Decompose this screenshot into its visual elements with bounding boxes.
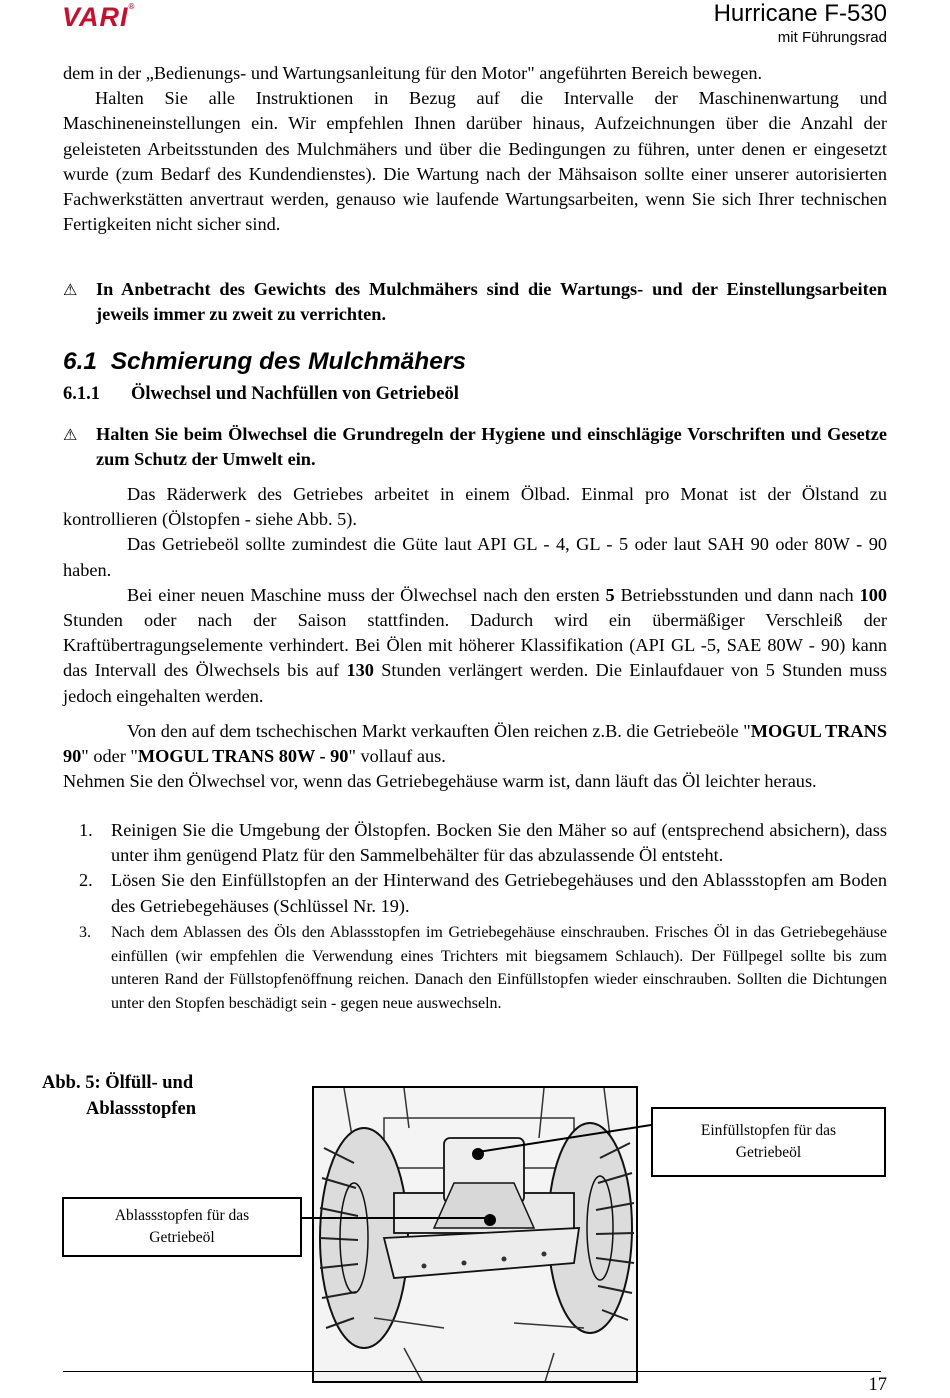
body-paragraph-1: Das Räderwerk des Getriebes arbeitet in einem Ölbad. Einmal pro Monat ist der Ölstand zu kontrollieren (Ölstopfen - siehe Abb. 5). — [63, 484, 887, 530]
footer-rule — [63, 1371, 881, 1372]
mower-photo — [312, 1086, 638, 1383]
document-title: Hurricane F-530 — [713, 0, 887, 27]
section-number: 6.1 — [63, 348, 98, 375]
body-paragraph-3: Bei einer neuen Maschine muss der Ölwechsel nach den ersten 5 Betriebsstunden und dann nach 100 Stunden oder nach der Saison stattfinden. Dadurch wird ein übermäßiger Verschleiß der Kraftübertragungselemente verhindert. Bei Ölen mit höherer Klassifikation (API GL -5, SAE 80W - 90) kann das Intervall des Ölwechsels bis auf 130 Stunden verlängert werden. Die Einlaufdauer von 5 Stunden muss jedoch eingehalten werden. — [63, 584, 887, 706]
intro-paragraph-1: dem in der „Bedienungs- und Wartungsanleitung für den Motor" angeführten Bereich bewegen. — [63, 63, 763, 83]
section-heading — [63, 348, 466, 376]
intro-paragraph-2: Halten Sie alle Instruktionen in Bezug auf die Intervalle der Maschinenwartung und Maschineneinstellungen ein. Wir empfehlen Ihnen darüber hinaus, Aufzeichnungen über die Anzahl der geleisteten Arbeitsstunden des Mulchmähers und über die Bedingungen zu führen, unter denen er eingesetzt wurde (zum Bedarf des Kundendienstes). Die Wartung nach der Mähsaison sollte einer unserer autorisierten Fachwerkstätten anvertraut werden, genauso wie laufende Wartungsarbeiten, wenn Sie sich Ihrer technischen Fertigkeiten nicht sicher sind. — [63, 88, 887, 235]
subsection-number: 6.1.1 — [63, 384, 100, 404]
document-subtitle: mit Führungsrad — [777, 29, 887, 46]
warning-weight — [63, 277, 887, 327]
section-title: Schmierung des Mulchmähers — [110, 348, 467, 375]
warning-weight-text: In Anbetracht des Gewichts des Mulchmähers sind die Wartungs- und der Einstellungsarbeiten jeweils immer zu zweit zu verrichten. — [96, 279, 887, 325]
body-text — [63, 482, 887, 794]
subsection-title: Ölwechsel und Nachfüllen von Getriebeöl — [131, 384, 459, 404]
step-item: 2. Lösen Sie den Einfüllstopfen an der Hinterwand des Getriebegehäuses und den Ablassstopfen am Boden des Getriebegehäuses (Schlüssel Nr. 19). — [79, 870, 887, 916]
step-item: 3. Nach dem Ablassen des Öls den Ablassstopfen im Getriebegehäuse einschrauben. Frisches Öl in das Getriebegehäuse einfüllen (wir empfehlen die Verwendung eines Trichters mit biegsamem Schlauch). Der Füllpegel sollte bis zum unteren Rand der Füllstopfenöffnung reichen. Danach den Einfüllstopfen wieder einschrauben. Sollten die Dichtungen unter den Stopfen beschädigt sein - gegen neue auswechseln. — [79, 923, 887, 1013]
warning-hygiene — [63, 422, 887, 472]
body-paragraph-5: Nehmen Sie den Ölwechsel vor, wenn das Getriebegehäuse warm ist, dann läuft das Öl leichter heraus. — [63, 771, 817, 792]
vari-logo: VARI® — [62, 2, 136, 32]
warning-icon: ⚠ — [63, 282, 78, 299]
body-paragraph-4: Von den auf dem tschechischen Markt verkauften Ölen reichen z.B. die Getriebeöle "MOGUL TRANS 90" oder "MOGUL TRANS 80W - 90" vollauf aus. — [63, 720, 888, 767]
callout-fill-plug: Einfüllstopfen für das Getriebeöl — [651, 1107, 886, 1177]
body-paragraph-2: Das Getriebeöl sollte zumindest die Güte laut API GL - 4, GL - 5 oder laut SAH 90 oder 80W - 90 haben. — [63, 534, 887, 580]
step-item: 1. Reinigen Sie die Umgebung der Ölstopfen. Bocken Sie den Mäher so auf (entsprechend absichern), dass unter ihm genügend Platz für den Sammelbehälter für das abzulassende Öl entsteht. — [79, 820, 887, 866]
procedure-steps — [63, 818, 887, 1016]
intro-text — [63, 61, 887, 237]
page-number: 17 — [868, 1375, 887, 1395]
callout-drain-plug: Ablassstopfen für das Getriebeöl — [62, 1197, 302, 1257]
subsection-heading — [63, 384, 459, 405]
figure-caption: Abb. 5: Ölfüll- und Ablassstopfen — [42, 1073, 196, 1119]
warning-icon: ⚠ — [63, 427, 78, 444]
warning-hygiene-text: Halten Sie beim Ölwechsel die Grundregeln der Hygiene und einschlägige Vorschriften und Gesetze zum Schutz der Umwelt ein. — [96, 424, 887, 470]
